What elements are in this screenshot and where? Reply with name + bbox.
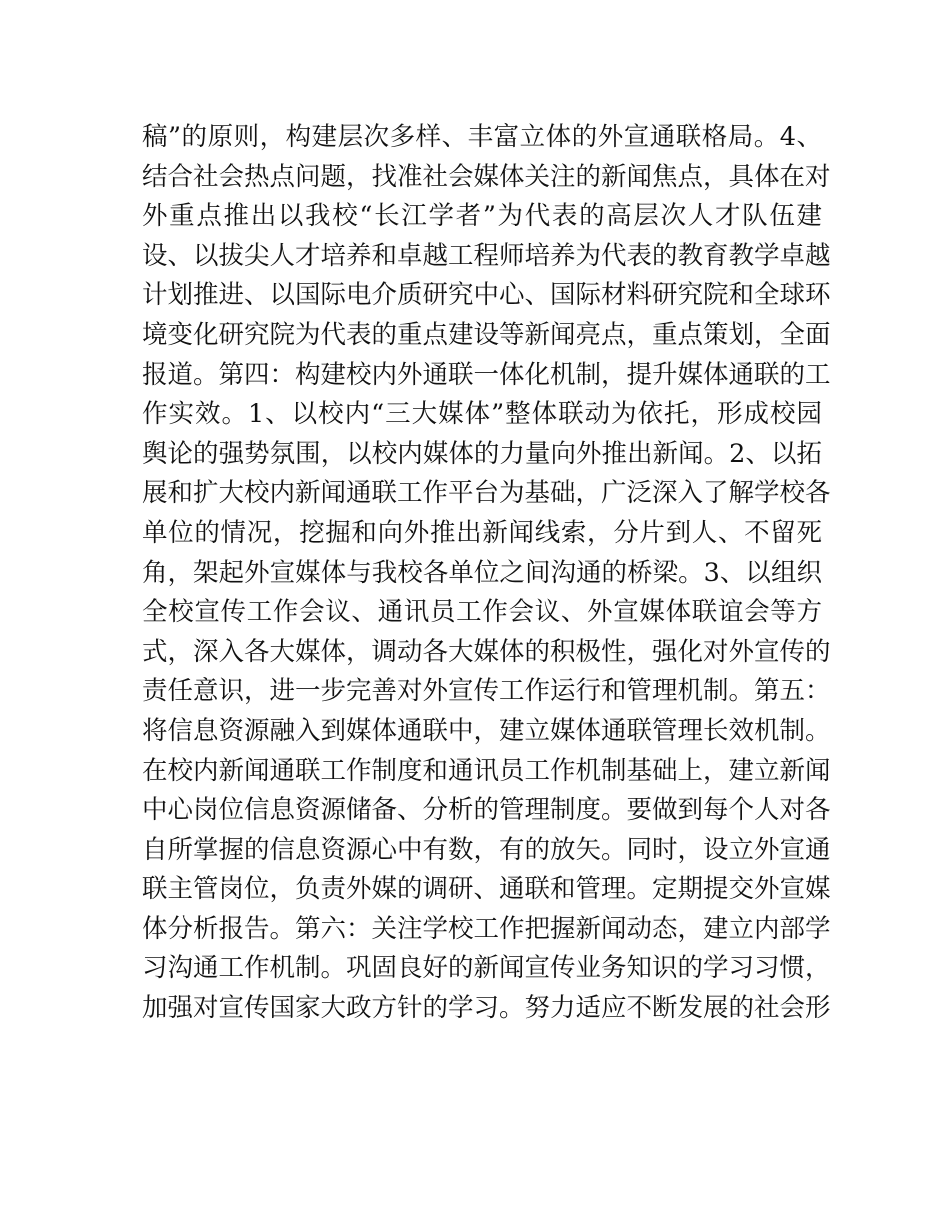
text-line: 中心岗位信息资源储备、分析的管理制度。要做到每个人对各 [142, 795, 831, 826]
text-line: 在校内新闻通联工作制度和通讯员工作机制基础上，建立新闻 [142, 755, 831, 786]
text-line: 作实效。1、以校内“三大媒体”整体联动为依托，形成校园 [142, 399, 822, 430]
text-line: 计划推进、以国际电介质研究中心、国际材料研究院和全球环 [142, 280, 831, 311]
text-line: 体分析报告。第六：关注学校工作把握新闻动态，建立内部学 [142, 913, 831, 944]
text-line: 报道。第四：构建校内外通联一体化机制，提升媒体通联的工 [142, 359, 831, 390]
text-line: 式，深入各大媒体，调动各大媒体的积极性，强化对外宣传的 [142, 636, 831, 667]
text-line: 设、以拔尖人才培养和卓越工程师培养为代表的教育教学卓越 [142, 240, 831, 271]
body-paragraph [142, 118, 831, 1029]
text-line: 联主管岗位，负责外媒的调研、通联和管理。定期提交外宣媒 [142, 874, 831, 905]
text-line: 习沟通工作机制。巩固良好的新闻宣传业务知识的学习习惯， [142, 953, 831, 984]
text-line: 单位的情况，挖掘和向外推出新闻线索，分片到人、不留死 [142, 517, 822, 548]
text-line: 全校宣传工作会议、通讯员工作会议、外宣媒体联谊会等方 [142, 597, 822, 628]
text-line: 稿”的原则，构建层次多样、丰富立体的外宣通联格局。4、 [142, 122, 822, 152]
text-line: 责任意识，进一步完善对外宣传工作运行和管理机制。第五： [142, 676, 831, 707]
text-line: 外重点推出以我校“长江学者”为代表的高层次人才队伍建 [142, 201, 822, 232]
text-line: 展和扩大校内新闻通联工作平台为基础，广泛深入了解学校各 [142, 478, 831, 509]
text-line: 自所掌握的信息资源心中有数，有的放矢。同时，设立外宣通 [142, 834, 831, 865]
text-line: 将信息资源融入到媒体通联中，建立媒体通联管理长效机制。 [142, 715, 831, 746]
text-line: 角，架起外宣媒体与我校各单位之间沟通的桥梁。3、以组织 [142, 557, 822, 588]
text-line: 境变化研究院为代表的重点建设等新闻亮点，重点策划，全面 [142, 319, 831, 350]
text-line: 加强对宣传国家大政方针的学习。努力适应不断发展的社会形 [142, 993, 831, 1024]
text-line: 舆论的强势氛围，以校内媒体的力量向外推出新闻。2、以拓 [142, 438, 822, 469]
text-line: 结合社会热点问题，找准社会媒体关注的新闻焦点，具体在对 [142, 161, 831, 192]
